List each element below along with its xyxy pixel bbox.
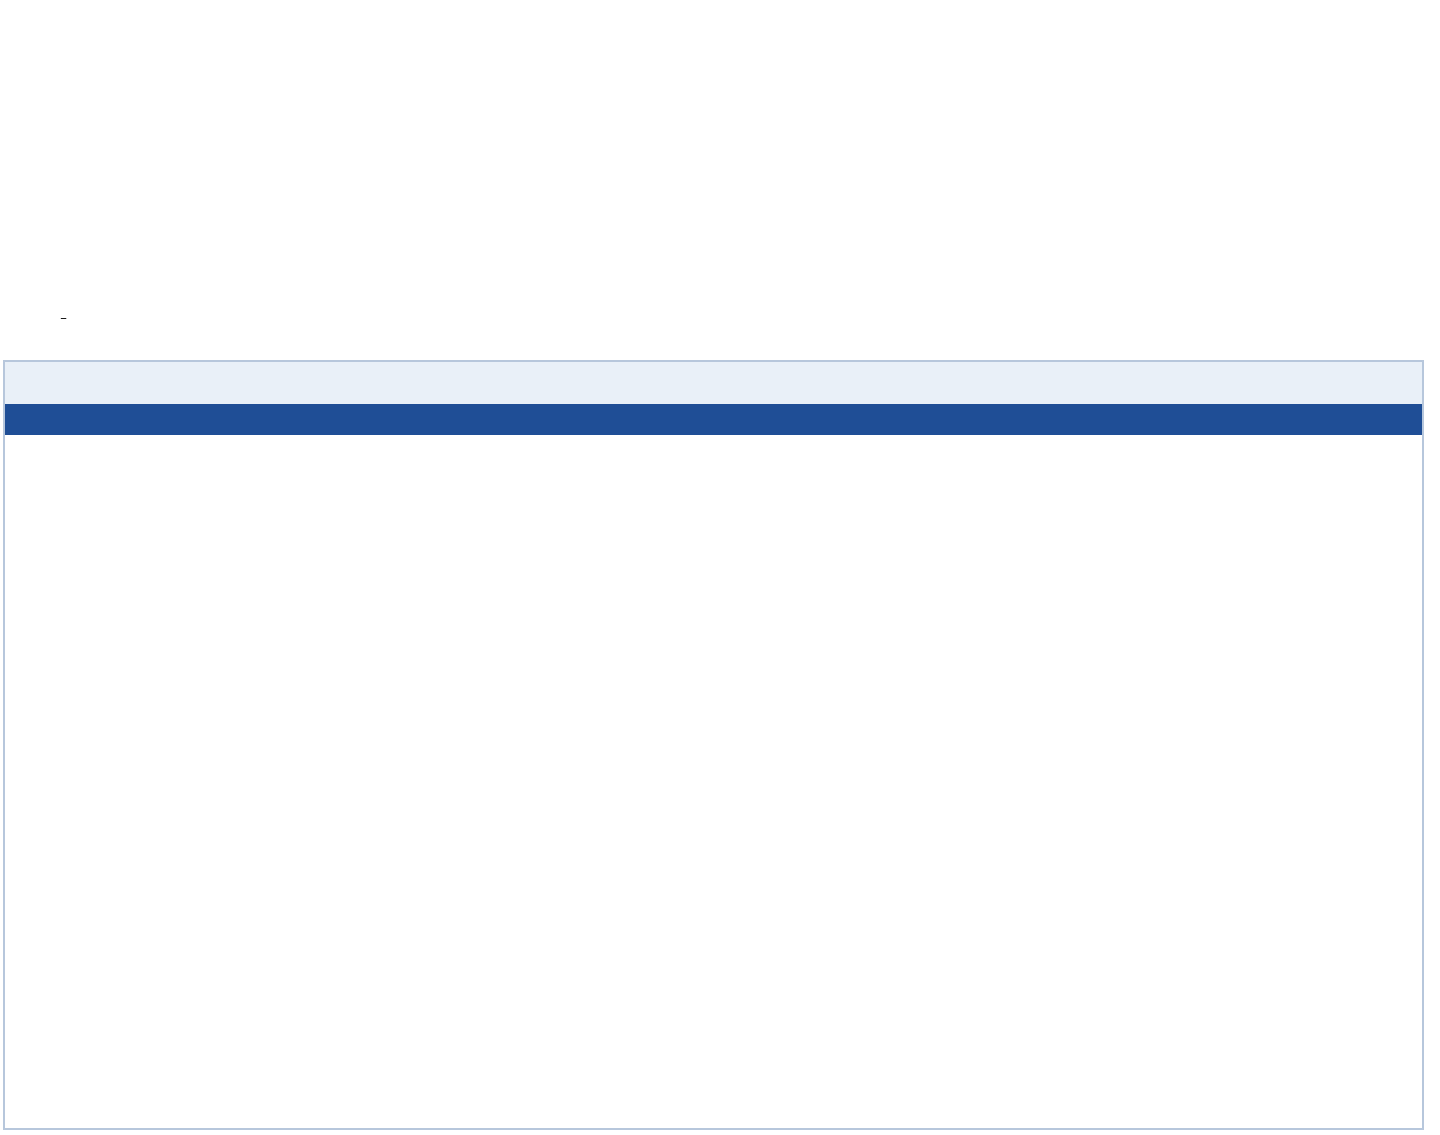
calendar: [3, 360, 1424, 1130]
calendar-title: [5, 362, 1422, 404]
downieville-label: [61, 300, 81, 323]
campus-note: [6, 300, 112, 323]
weekday-header: [5, 404, 1422, 435]
